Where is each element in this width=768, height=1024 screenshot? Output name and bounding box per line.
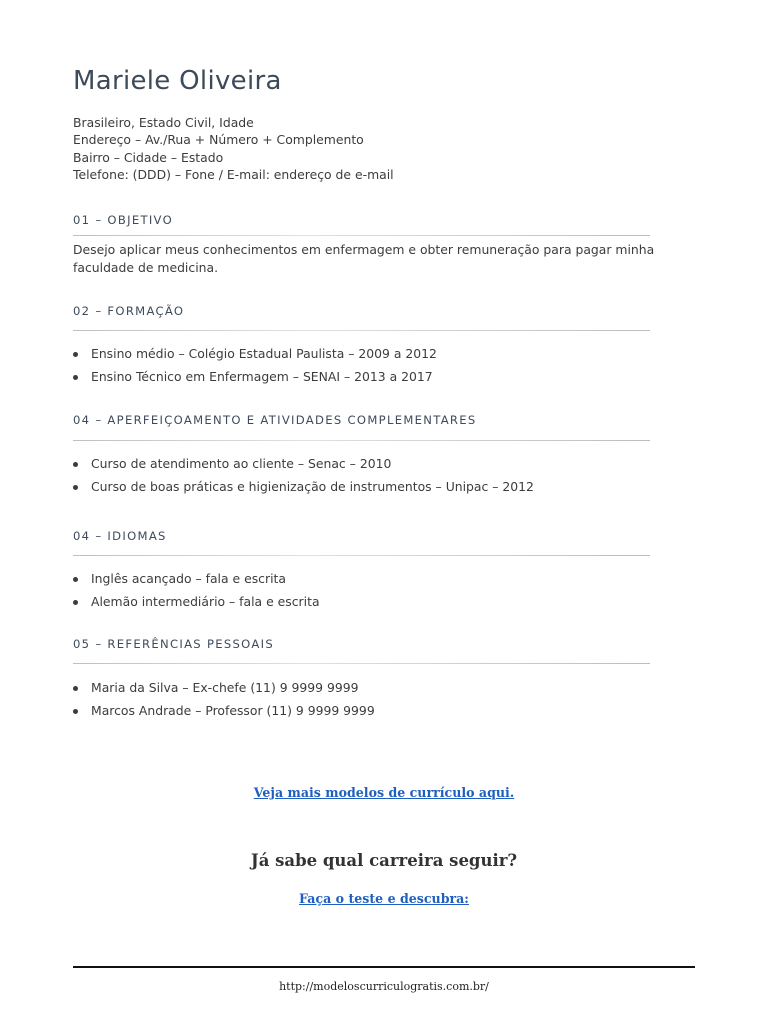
section-title-idiomas: 04 – IDIOMAS: [73, 529, 167, 543]
more-models-link[interactable]: Veja mais modelos de currículo aqui.: [253, 785, 515, 800]
section-divider: [73, 235, 650, 236]
section-divider: [73, 555, 650, 556]
list-item: [73, 453, 534, 476]
bullet-icon: [73, 485, 78, 490]
career-heading: Já sabe qual carreira seguir?: [250, 851, 518, 870]
list-item-text: Marcos Andrade – Professor (11) 9 9999 9999: [91, 702, 375, 718]
section-divider: [73, 663, 650, 664]
footer-divider: [73, 966, 695, 968]
bullet-icon: [73, 709, 78, 714]
idiomas-list: [73, 568, 320, 613]
district-line: Bairro – Cidade – Estado: [73, 149, 224, 165]
section-divider: [73, 440, 650, 441]
list-item: [73, 568, 320, 591]
formacao-list: [73, 343, 437, 388]
section-divider: [73, 330, 650, 331]
bullet-icon: [73, 600, 78, 605]
list-item: [73, 591, 320, 614]
bullet-icon: [73, 375, 78, 380]
list-item: [73, 476, 534, 499]
personal-info-line: Brasileiro, Estado Civil, Idade: [73, 115, 254, 130]
list-item-text: Curso de atendimento ao cliente – Senac – 2010: [91, 456, 392, 471]
phone-email-line: Telefone: (DDD) – Fone / E-mail: endereço de e-mail: [73, 166, 394, 182]
list-item-text: Inglês acançado – fala e escrita: [91, 571, 286, 586]
list-item: [73, 343, 437, 366]
list-item-text: Maria da Silva – Ex-chefe (11) 9 9999 9999: [91, 680, 359, 695]
bullet-icon: [73, 462, 78, 467]
referencias-list: [73, 677, 375, 722]
list-item-text: Ensino Técnico em Enfermagem – SENAI – 2013 a 2017: [91, 368, 433, 384]
address-line: Endereço – Av./Rua + Número + Complemento: [73, 132, 364, 148]
list-item-text: Alemão intermediário – fala e escrita: [91, 593, 320, 609]
list-item-text: Curso de boas práticas e higienização de instrumentos – Unipac – 2012: [91, 478, 534, 494]
contact-block: [73, 114, 394, 183]
career-test-container: [0, 891, 768, 906]
section-title-aperfeicoamento: 04 – APERFEIÇOAMENTO E ATIVIDADES COMPLEMENTARES: [73, 413, 477, 427]
objective-text: Desejo aplicar meus conhecimentos em enfermagem e obter remuneração para pagar minha faculdade de medicina.: [73, 242, 655, 275]
footer-url: http://modeloscurriculogratis.com.br/: [279, 980, 489, 993]
section-title-formacao: 02 – FORMAÇÃO: [73, 304, 185, 318]
bullet-icon: [73, 577, 78, 582]
bullet-icon: [73, 686, 78, 691]
candidate-name: Mariele Oliveira: [73, 66, 282, 96]
list-item: [73, 677, 375, 700]
section-title-objetivo: 01 – OBJETIVO: [73, 213, 173, 227]
list-item: [73, 366, 437, 389]
more-models-container: [0, 785, 768, 800]
aperfeicoamento-list: [73, 453, 534, 498]
section-title-referencias: 05 – REFERÊNCIAS PESSOAIS: [73, 637, 275, 651]
list-item: [73, 700, 375, 723]
bullet-icon: [73, 352, 78, 357]
list-item-text: Ensino médio – Colégio Estadual Paulista – 2009 a 2012: [91, 346, 437, 361]
career-test-link[interactable]: Faça o teste e descubra:: [299, 891, 469, 906]
